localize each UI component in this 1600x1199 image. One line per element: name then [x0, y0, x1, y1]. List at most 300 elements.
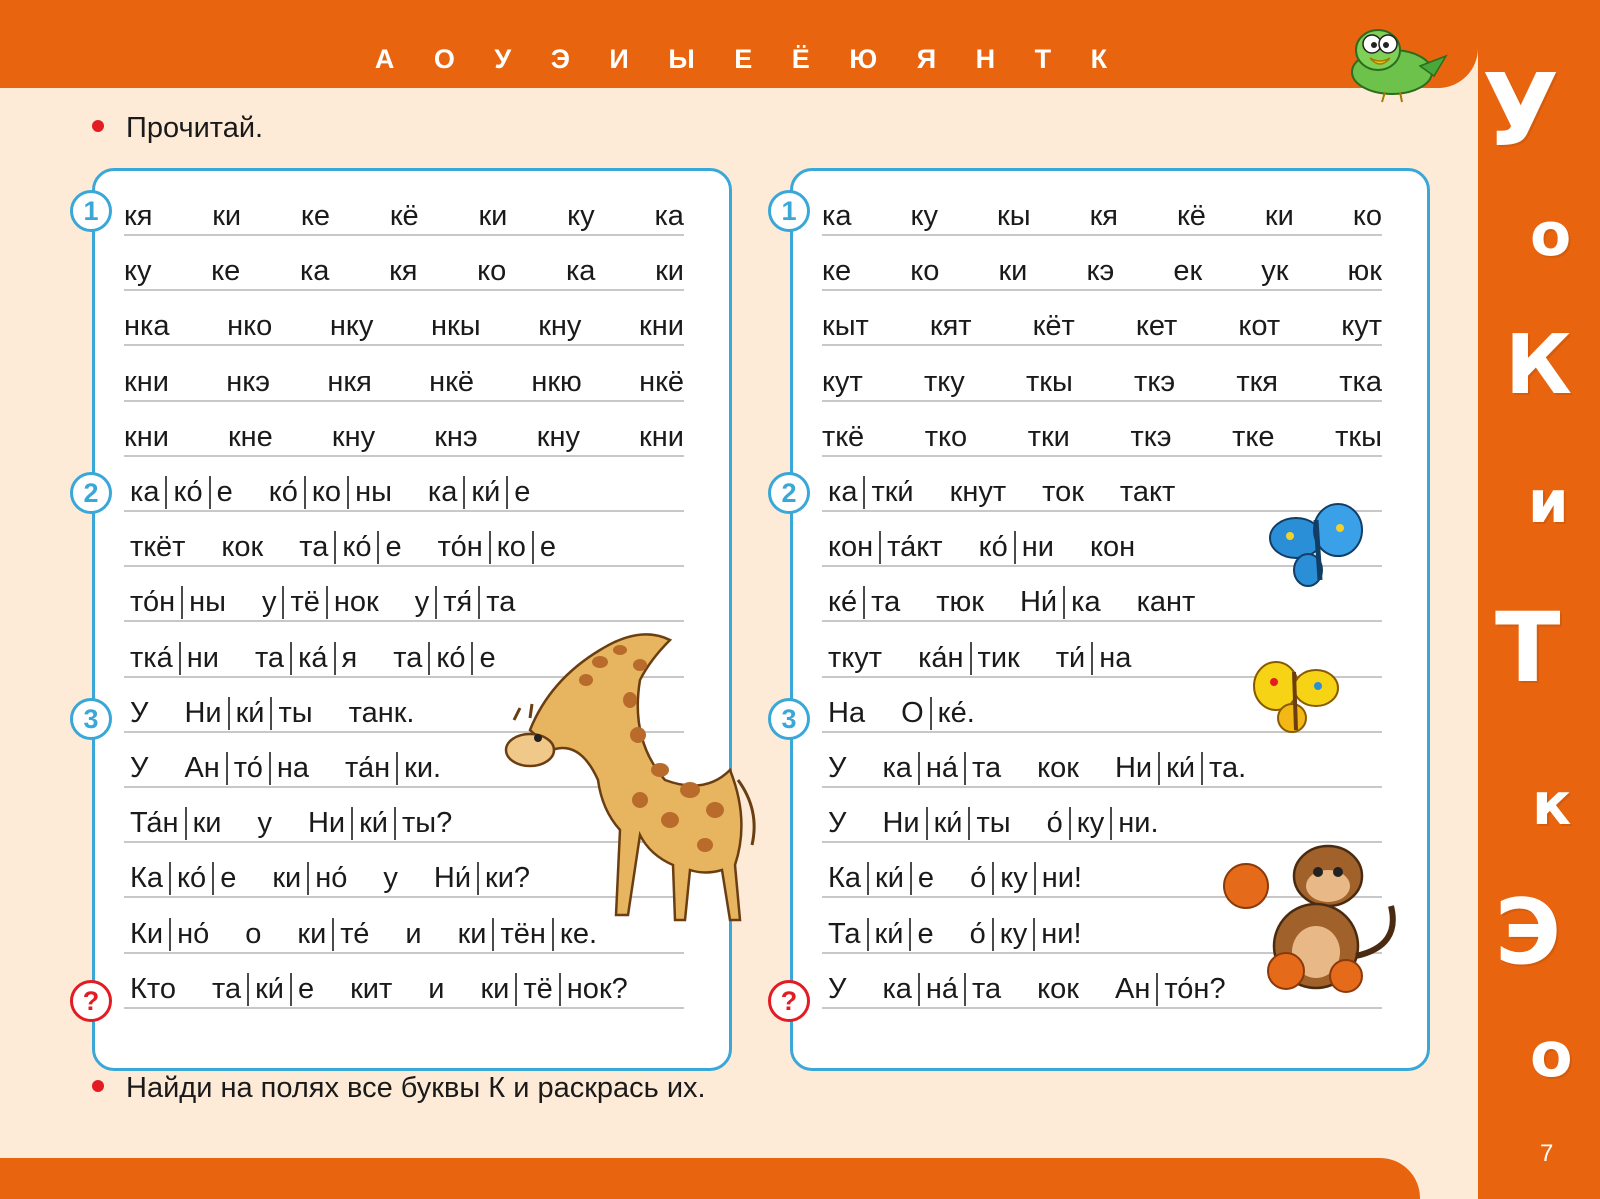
syllable: нкы — [431, 310, 481, 343]
word — [474, 973, 633, 1006]
syllable: та — [254, 641, 285, 674]
word — [239, 918, 267, 951]
syllable: кэ — [1086, 255, 1115, 288]
syllable: ке — [822, 255, 852, 288]
syllable: ток — [1042, 476, 1084, 508]
syllable: нко — [227, 310, 273, 343]
word — [339, 752, 447, 785]
syllable: тку — [924, 365, 965, 398]
reading-line — [124, 346, 684, 402]
syllable: е — [506, 476, 536, 509]
syllable: но́ — [169, 918, 215, 951]
syllable: ки. — [396, 752, 447, 785]
syllable: ке́. — [930, 697, 981, 730]
syllable: ки — [272, 862, 302, 895]
syllable: ны — [181, 586, 232, 619]
syllable: ук — [1261, 255, 1289, 288]
syllable: ки — [655, 255, 684, 288]
yellow-butterfly-illustration — [1248, 650, 1343, 740]
syllable: ка — [565, 255, 596, 288]
syllable: е — [910, 862, 940, 895]
reading-line — [124, 401, 684, 457]
syllable: ны — [347, 476, 398, 509]
word — [124, 586, 232, 619]
syllable: ко́ — [428, 642, 471, 675]
syllable: кот — [1238, 310, 1281, 343]
syllable: ке — [300, 200, 331, 232]
syllable: тки́ — [863, 476, 919, 509]
syllable: ка — [822, 200, 852, 232]
question-marker: ? — [768, 980, 810, 1022]
syllable: та — [863, 586, 906, 619]
section-marker-2: 2 — [768, 472, 810, 514]
syllable: На — [828, 696, 866, 729]
syllable: Ни — [307, 807, 346, 840]
syllable: танк. — [348, 696, 415, 729]
syllable: тё — [282, 586, 325, 619]
syllable: ткя — [1236, 365, 1279, 398]
instruction-read-text: Прочитай. — [126, 112, 264, 144]
syllable: ка — [654, 200, 684, 232]
side-letter: о — [1530, 200, 1572, 270]
syllable: то́н — [437, 531, 483, 564]
syllable: нкё — [639, 365, 684, 398]
section-marker-2: 2 — [70, 472, 112, 514]
syllable: та́н — [345, 752, 391, 784]
syllable: ко — [1352, 200, 1382, 232]
word — [912, 642, 1026, 675]
syllable: е — [909, 918, 939, 951]
syllable: тё — [515, 973, 558, 1006]
syllable: кут — [1341, 310, 1382, 343]
syllable: Ни́ — [1019, 586, 1058, 619]
word — [215, 531, 269, 564]
side-letter: к — [1532, 770, 1572, 838]
reading-line — [822, 235, 1382, 291]
syllable: кя — [389, 255, 418, 288]
instruction-find — [92, 1072, 706, 1105]
syllable: ки́ — [867, 862, 910, 895]
word — [302, 807, 458, 840]
syllable: кок — [221, 531, 264, 564]
word — [964, 862, 1088, 895]
syllable: и — [428, 972, 445, 1005]
word — [822, 862, 940, 895]
syllable: о́ — [970, 862, 987, 895]
syllable: кант — [1136, 586, 1196, 619]
syllable: ка — [130, 476, 160, 508]
instruction-find-text: Найди на полях все буквы К и раскрась их. — [126, 1072, 706, 1104]
syllable: ты — [968, 807, 1016, 840]
alphabet-header: А О У Э И Ы Е Ё Ю Я Н Т К — [374, 44, 1124, 74]
syllable: ку — [992, 918, 1034, 951]
word — [1114, 476, 1181, 509]
syllable: е — [212, 862, 242, 895]
word — [124, 531, 191, 564]
syllable: тко — [924, 420, 968, 453]
word — [206, 973, 320, 1006]
syllable: ке́ — [828, 586, 858, 619]
syllable: тке — [1232, 420, 1275, 453]
syllable: ка́н — [918, 641, 964, 674]
syllable: кни — [124, 365, 169, 398]
syllable: та — [211, 972, 242, 1005]
syllable: я — [334, 642, 364, 675]
syllable: то́н — [130, 586, 176, 619]
word — [1131, 586, 1202, 619]
syllable: ку — [567, 200, 595, 232]
syllable: кё — [389, 200, 419, 232]
syllable: тюк — [936, 586, 984, 619]
syllable: У — [828, 807, 847, 840]
syllable: та — [478, 586, 521, 619]
syllable: ки — [297, 917, 327, 950]
syllable: у — [383, 862, 398, 895]
word — [249, 642, 363, 675]
syllable: ни — [1014, 531, 1060, 564]
syllable: кни — [639, 420, 684, 453]
word — [1084, 531, 1141, 564]
syllable: кнэ — [434, 420, 478, 453]
syllable: ткё — [822, 420, 865, 453]
syllable: кни — [639, 310, 684, 343]
syllable: кон — [828, 531, 874, 564]
syllable: о́ — [969, 917, 986, 950]
word — [387, 642, 501, 675]
reading-line — [822, 290, 1382, 346]
syllable: кон — [1089, 531, 1136, 564]
word — [422, 973, 450, 1006]
syllable: у — [261, 586, 277, 619]
syllable: но́ — [307, 862, 353, 895]
syllable: ка — [882, 972, 912, 1005]
syllable: кне — [227, 420, 273, 453]
syllable: ни. — [1110, 807, 1164, 840]
word — [1109, 973, 1232, 1006]
word — [973, 531, 1060, 564]
syllable: ко — [489, 531, 532, 564]
side-letter: о — [1530, 1018, 1573, 1091]
syllable: нкю — [531, 365, 582, 398]
word — [124, 697, 154, 730]
syllable: ка́ — [290, 642, 333, 675]
syllable: те́ — [332, 918, 375, 951]
instruction-read — [92, 112, 263, 145]
reading-line — [124, 511, 684, 567]
syllable: ки — [998, 255, 1028, 288]
word — [1031, 973, 1085, 1006]
syllable: и — [405, 917, 422, 950]
side-letter: У — [1482, 52, 1560, 169]
syllable: кну — [536, 420, 580, 453]
syllable: ка — [1063, 586, 1106, 619]
syllable: такт — [1119, 476, 1176, 508]
word — [822, 586, 906, 619]
syllable: кят — [929, 310, 972, 343]
syllable: ек — [1173, 255, 1203, 288]
syllable: Та — [828, 917, 861, 950]
syllable: Кто — [130, 972, 176, 1005]
syllable: кну — [538, 310, 582, 343]
syllable: та — [299, 531, 329, 564]
syllable: ты? — [394, 807, 458, 840]
word — [422, 476, 536, 509]
syllable: кит — [350, 972, 393, 1005]
reading-line — [124, 456, 684, 512]
syllable: нку — [329, 310, 374, 343]
word — [1041, 807, 1165, 840]
word — [822, 697, 871, 730]
word — [964, 918, 1088, 951]
question-marker: ? — [70, 980, 112, 1022]
syllable: ке. — [552, 918, 603, 951]
syllable: та. — [1201, 752, 1252, 785]
word — [343, 697, 421, 730]
section-marker-1: 1 — [70, 190, 112, 232]
syllable: та — [964, 973, 1007, 1006]
syllable: Ни — [1114, 752, 1153, 784]
syllable: тик — [970, 642, 1026, 675]
syllable: ки́ — [463, 476, 506, 509]
syllable: Ни — [882, 807, 920, 840]
giraffe-illustration — [490, 620, 770, 940]
syllable: ко́ — [169, 862, 212, 895]
syllable: кок — [1037, 972, 1079, 1005]
syllable: кёт — [1032, 310, 1075, 343]
syllable: у — [257, 807, 272, 840]
word — [930, 586, 990, 619]
syllable: ки — [480, 972, 510, 1005]
section-marker-1: 1 — [768, 190, 810, 232]
word — [876, 973, 1007, 1006]
word — [822, 807, 852, 840]
syllable: нкя — [327, 365, 372, 398]
syllable: ки — [212, 200, 242, 232]
syllable: нок — [326, 586, 385, 619]
syllable: Ан — [184, 752, 220, 784]
word — [876, 752, 1007, 785]
syllable: нок? — [559, 973, 634, 1006]
syllable: тка — [1339, 365, 1382, 398]
syllable: тя́ — [435, 586, 478, 619]
word — [822, 752, 852, 785]
syllable: кут — [822, 365, 863, 398]
syllable: на — [269, 752, 315, 785]
syllable: ткы — [1026, 365, 1073, 398]
word — [822, 476, 920, 509]
word — [399, 918, 427, 951]
syllable: ка — [828, 476, 858, 508]
reading-line — [822, 787, 1382, 843]
word — [293, 531, 407, 564]
word — [124, 918, 215, 951]
syllable: У — [130, 696, 149, 729]
syllable: на́ — [918, 752, 964, 785]
word — [266, 862, 353, 895]
syllable: Ни́ — [433, 862, 472, 895]
word — [124, 476, 239, 509]
word — [124, 752, 154, 785]
syllable: ткэ — [1134, 365, 1176, 398]
word — [895, 697, 981, 730]
word — [822, 918, 940, 951]
syllable: ки — [457, 917, 487, 950]
bullet-dot — [92, 120, 104, 132]
syllable: ки — [185, 807, 228, 840]
word — [344, 973, 398, 1006]
page-number: 7 — [1540, 1140, 1554, 1167]
reading-line — [124, 953, 684, 1009]
syllable: ки́ — [247, 973, 290, 1006]
syllable: та́кт — [879, 531, 948, 564]
syllable: кыт — [822, 310, 869, 343]
word — [124, 807, 227, 840]
word — [1031, 752, 1085, 785]
syllable: ка — [299, 255, 330, 288]
side-letter: Т — [1495, 592, 1561, 704]
syllable: нкё — [429, 365, 475, 398]
word — [178, 697, 318, 730]
syllable: ко — [304, 476, 347, 509]
side-letter: и — [1528, 468, 1569, 536]
syllable: У — [828, 752, 847, 784]
blue-butterfly-illustration — [1268, 500, 1368, 595]
word — [1036, 476, 1090, 509]
syllable: ку — [992, 862, 1034, 895]
reading-line — [822, 732, 1382, 788]
syllable: о́ — [1046, 807, 1063, 840]
syllable: ки — [478, 200, 508, 232]
word — [124, 973, 182, 1006]
syllable: ко́ — [334, 531, 377, 564]
word — [1109, 752, 1252, 785]
syllable: кя — [124, 200, 153, 232]
syllable: е — [471, 642, 501, 675]
reading-line — [822, 401, 1382, 457]
word — [876, 807, 1016, 840]
syllable: тка́ — [130, 641, 173, 674]
syllable: тки — [1027, 420, 1070, 453]
syllable: юк — [1347, 255, 1382, 288]
syllable: ты — [270, 697, 318, 730]
syllable: то́ — [226, 752, 269, 785]
syllable: та — [393, 641, 423, 674]
syllable: ни — [179, 642, 225, 675]
syllable: ки́ — [351, 807, 394, 840]
word — [432, 531, 562, 564]
syllable: У — [828, 972, 847, 1005]
syllable: ки́ — [867, 918, 910, 951]
syllable: кнут — [949, 476, 1007, 508]
bird-illustration — [1330, 14, 1450, 104]
syllable: ки́ — [228, 697, 271, 730]
syllable: ка — [882, 752, 912, 784]
syllable: е — [209, 476, 239, 509]
word — [1014, 586, 1107, 619]
syllable: о — [245, 917, 262, 950]
word — [822, 642, 888, 675]
syllable: ко́ — [165, 476, 208, 509]
word — [822, 531, 949, 564]
syllable: кок — [1037, 752, 1079, 784]
syllable: нкэ — [226, 365, 271, 398]
syllable: кет — [1135, 310, 1178, 343]
syllable: кы — [997, 200, 1031, 232]
syllable: Ка — [828, 862, 862, 895]
syllable: кни — [124, 420, 169, 453]
reading-line — [822, 346, 1382, 402]
bottom-band — [0, 1158, 1420, 1199]
syllable: ко́ — [268, 476, 298, 508]
syllable: ткут — [828, 641, 883, 674]
word — [256, 586, 385, 619]
syllable: е — [290, 973, 320, 1006]
syllable: то́н? — [1156, 973, 1231, 1006]
word — [409, 586, 522, 619]
word — [1050, 642, 1138, 675]
syllable: та — [964, 752, 1007, 785]
syllable: Та́н — [130, 807, 179, 840]
syllable: ткёт — [130, 531, 186, 564]
syllable: кну — [331, 420, 376, 453]
word — [251, 807, 278, 840]
syllable: О — [901, 696, 924, 729]
word — [377, 862, 404, 895]
reading-line — [124, 235, 684, 291]
side-letter: К — [1505, 318, 1573, 413]
syllable: у — [414, 586, 430, 619]
syllable: ко — [477, 255, 507, 288]
syllable: на́ — [918, 973, 964, 1006]
section-marker-3: 3 — [70, 698, 112, 740]
syllable: ти́ — [1055, 641, 1086, 674]
syllable: ки́ — [926, 807, 969, 840]
syllable: ки — [1264, 200, 1294, 232]
word — [124, 642, 225, 675]
word — [822, 973, 852, 1006]
syllable: ко — [910, 255, 940, 288]
word — [263, 476, 398, 509]
syllable: Ка — [130, 862, 164, 895]
syllable: кя — [1089, 200, 1118, 232]
word — [944, 476, 1013, 509]
word — [124, 862, 242, 895]
syllable: ку — [910, 200, 938, 232]
syllable: на — [1091, 642, 1137, 675]
word — [291, 918, 375, 951]
syllable: кё — [1177, 200, 1206, 232]
syllable: ко́ — [978, 531, 1008, 564]
syllable: Ан — [1114, 972, 1151, 1005]
reading-line — [124, 290, 684, 346]
monkey-illustration — [1216, 836, 1411, 1001]
reading-line — [124, 180, 684, 236]
syllable: е — [532, 531, 562, 564]
side-letter: Э — [1495, 880, 1562, 985]
reading-line — [124, 566, 684, 622]
syllable: У — [130, 752, 149, 784]
syllable: тён — [492, 918, 551, 951]
syllable: ни! — [1033, 918, 1087, 951]
reading-line — [822, 180, 1382, 236]
syllable: нка — [124, 310, 170, 343]
bullet-dot — [92, 1080, 104, 1092]
syllable: ку — [124, 255, 152, 288]
syllable: ни! — [1034, 862, 1088, 895]
syllable: ткы — [1335, 420, 1382, 453]
word — [178, 752, 315, 785]
syllable: Ки — [130, 917, 164, 950]
